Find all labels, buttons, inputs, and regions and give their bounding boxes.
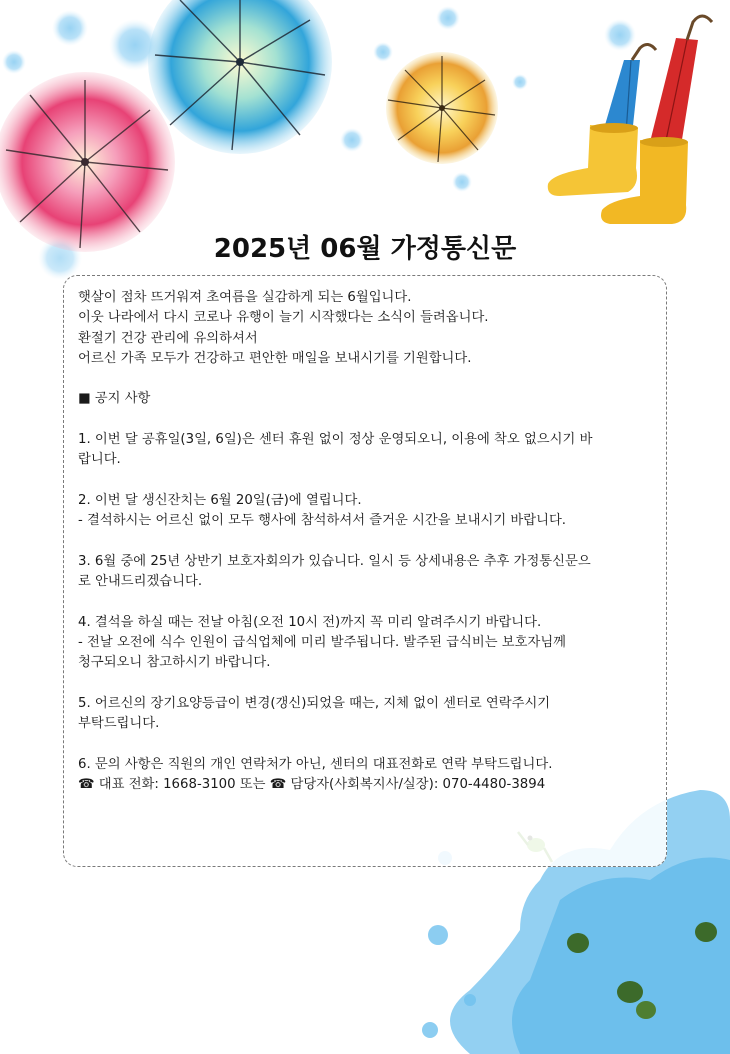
notice-item-line: 랍니다. [78, 452, 121, 468]
page-title: 2025년 06월 가정통신문 [213, 234, 517, 264]
notice-item-line: 2. 이번 달 생신잔치는 6월 20일(금)에 열립니다. [78, 492, 362, 508]
contact-phone-line: ☎ 대표 전화: 1668-3100 또는 ☎ 담당자(사회복지사/실장): 070-4480-3894 [78, 777, 546, 793]
notice-item-line: 5. 어르신의 장기요양등급이 변경(갱신)되었을 때는, 지체 없이 센터로 연락주시기 [78, 695, 551, 711]
intro-line: 환절기 건강 관리에 유의하셔서 [78, 330, 258, 346]
notice-item-line: 청구되오니 참고하시기 바랍니다. [78, 655, 271, 671]
notice-content-box [63, 275, 667, 867]
notice-item-line: 로 안내드리겠습니다. [78, 574, 203, 590]
notice-item-line: 3. 6월 중에 25년 상반기 보호자회의가 있습니다. 일시 등 상세내용은 추후 가정통신문으 [78, 553, 591, 569]
notice-item-line: - 전날 오전에 식수 인원이 급식업체에 미리 발주됩니다. 발주된 급식비는 보호자님께 [78, 635, 567, 651]
notice-item-line: 6. 문의 사항은 직원의 개인 연락처가 아닌, 센터의 대표전화로 연락 부탁드립니다. [78, 756, 553, 772]
intro-line: 햇살이 점차 뜨거워져 초여름을 실감하게 되는 6월입니다. [78, 290, 412, 305]
notice-item-line: - 결석하시는 어르신 없이 모두 행사에 참석하셔서 즐거운 시간을 보내시기 바랍니다. [78, 513, 567, 529]
intro-line: 어르신 가족 모두가 건강하고 편안한 매일을 보내시기를 기원합니다. [78, 350, 472, 366]
notice-heading: ■ 공지 사항 [78, 391, 151, 407]
notice-item-line: 부탁드립니다. [78, 716, 160, 732]
notice-item-line: 1. 이번 달 공휴일(3일, 6일)은 센터 휴원 없이 정상 운영되오니, 이용에 착오 없으시기 바 [78, 432, 593, 448]
notice-item-line: 4. 결석을 하실 때는 전날 아침(오전 10시 전)까지 꼭 미리 알려주시기 바랍니다. [78, 614, 542, 630]
intro-line: 이웃 나라에서 다시 코로나 유행이 늘기 시작했다는 소식이 들려옵니다. [78, 310, 489, 326]
